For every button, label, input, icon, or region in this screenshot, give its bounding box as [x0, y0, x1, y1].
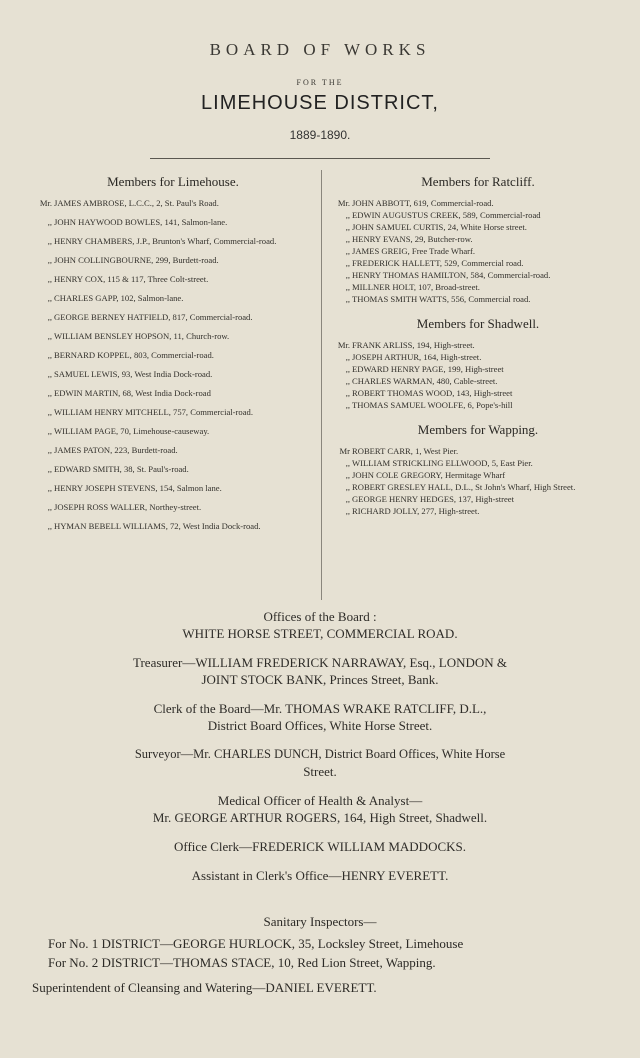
member-entry	[330, 470, 626, 480]
member-prefix: ,,	[47, 312, 52, 322]
member-text: WILLIAM STRICKLING ELLWOOD, 5, East Pier.	[352, 458, 533, 468]
member-text: HENRY THOMAS HAMILTON, 584, Commercial-road.	[352, 270, 551, 280]
member-entry	[32, 445, 314, 455]
member-text: THOMAS SAMUEL WOOLFE, 6, Pope's-hill	[352, 400, 513, 410]
member-text: MILLNER HOLT, 107, Broad-street.	[352, 282, 480, 292]
member-text: BERNARD KOPPEL, 803, Commercial-road.	[54, 350, 214, 360]
wapping-heading: Members for Wapping.	[417, 422, 539, 437]
shadwell-member-list	[330, 340, 626, 410]
member-entry	[32, 483, 314, 493]
ratcliff-heading: Members for Ratcliff.	[421, 174, 535, 189]
member-entry	[32, 464, 314, 474]
member-prefix: ,,	[345, 482, 350, 492]
member-prefix: ,,	[345, 494, 350, 504]
sanitary-inspectors-section	[0, 914, 640, 997]
member-text: GEORGE BERNEY HATFIELD, 817, Commercial-road.	[54, 312, 253, 322]
clerk-line-2: District Board Offices, White Horse Street.	[207, 718, 433, 733]
member-text: JOHN COLE GREGORY, Hermitage Wharf	[352, 470, 506, 480]
column-divider	[321, 170, 322, 600]
member-entry	[330, 258, 626, 268]
superintendent-line: Superintendent of Cleansing and Watering—DANIEL EVERETT.	[32, 980, 377, 995]
member-entry	[32, 331, 314, 341]
member-entry	[330, 210, 626, 220]
member-entry	[32, 426, 314, 436]
member-entry	[330, 458, 626, 468]
member-entry	[32, 293, 314, 303]
inspector-district-2: For No. 2 DISTRICT—THOMAS STACE, 10, Red Lion Street, Wapping.	[48, 955, 436, 970]
member-prefix: ,,	[345, 376, 350, 386]
limehouse-column	[32, 170, 314, 540]
member-prefix: ,,	[47, 464, 52, 474]
ratcliff-member-list	[330, 198, 626, 304]
member-text: GEORGE HENRY HEDGES, 137, High-street	[352, 494, 514, 504]
office-clerk-line: Office Clerk—FREDERICK WILLIAM MADDOCKS.	[174, 839, 466, 854]
wapping-member-list	[330, 446, 626, 516]
member-prefix: ,,	[47, 426, 52, 436]
member-prefix: Mr	[339, 446, 350, 456]
document-title: BOARD OF WORKS	[209, 40, 431, 59]
member-text: JOSEPH ROSS WALLER, Northey-street.	[54, 502, 202, 512]
member-prefix: ,,	[345, 258, 350, 268]
member-prefix: ,,	[47, 274, 52, 284]
member-prefix: ,,	[345, 352, 350, 362]
offices-address: WHITE HORSE STREET, COMMERCIAL ROAD.	[182, 626, 458, 641]
offices-section	[0, 608, 640, 884]
member-entry	[330, 234, 626, 244]
member-prefix: ,,	[47, 236, 52, 246]
member-text: RICHARD JOLLY, 277, High-street.	[352, 506, 480, 516]
member-entry	[330, 506, 626, 516]
assistant-clerk-line: Assistant in Clerk's Office—HENRY EVERETT.	[191, 868, 449, 883]
member-entry	[330, 282, 626, 292]
member-prefix: Mr.	[39, 198, 52, 208]
member-text: HENRY COX, 115 & 117, Three Colt-street.	[54, 274, 209, 284]
member-prefix: ,,	[47, 217, 52, 227]
member-entry	[330, 246, 626, 256]
member-prefix: ,,	[345, 282, 350, 292]
member-text: JAMES AMBROSE, L.C.C., 2, St. Paul's Road.	[54, 198, 219, 208]
member-prefix: ,,	[47, 388, 52, 398]
member-prefix: Mr.	[337, 198, 350, 208]
clerk-line-1: Clerk of the Board—Mr. THOMAS WRAKE RATCLIFF, D.L.,	[153, 701, 487, 716]
member-prefix: ,,	[345, 222, 350, 232]
member-prefix: ,,	[345, 458, 350, 468]
member-prefix: ,,	[47, 483, 52, 493]
member-text: WILLIAM BENSLEY HOPSON, 11, Church-row.	[54, 331, 230, 341]
limehouse-heading: Members for Limehouse.	[107, 174, 239, 189]
member-prefix: ,,	[345, 246, 350, 256]
member-prefix: ,,	[47, 502, 52, 512]
surveyor-line-2: Street.	[303, 764, 337, 779]
offices-heading: Offices of the Board :	[263, 609, 377, 624]
member-prefix: ,,	[345, 506, 350, 516]
member-text: JOHN ABBOTT, 619, Commercial-road.	[352, 198, 494, 208]
right-column	[330, 170, 626, 518]
member-entry	[32, 198, 314, 208]
limehouse-member-list	[32, 198, 314, 531]
member-prefix: ,,	[47, 521, 52, 531]
surveyor-line-1: Surveyor—Mr. CHARLES DUNCH, District Board Offices, White Horse	[134, 747, 506, 761]
member-text: HENRY EVANS, 29, Butcher-row.	[352, 234, 473, 244]
member-entry	[32, 312, 314, 322]
member-entry	[330, 388, 626, 398]
member-entry	[32, 217, 314, 227]
member-text: WILLIAM HENRY MITCHELL, 757, Commercial-road.	[54, 407, 253, 417]
member-prefix: ,,	[345, 234, 350, 244]
member-text: CHARLES GAPP, 102, Salmon-lane.	[54, 293, 184, 303]
member-entry	[330, 494, 626, 504]
member-text: ROBERT GRESLEY HALL, D.L., St John's Wharf, High Street.	[352, 482, 576, 492]
member-entry	[32, 350, 314, 360]
district-heading: LIMEHOUSE DISTRICT,	[201, 92, 439, 114]
member-entry	[330, 198, 626, 208]
member-entry	[330, 222, 626, 232]
member-text: JOHN SAMUEL CURTIS, 24, White Horse street.	[352, 222, 527, 232]
member-prefix: ,,	[345, 470, 350, 480]
member-prefix: ,,	[345, 388, 350, 398]
member-prefix: ,,	[345, 270, 350, 280]
member-text: CHARLES WARMAN, 480, Cable-street.	[352, 376, 498, 386]
member-prefix: ,,	[47, 350, 52, 360]
member-text: HENRY JOSEPH STEVENS, 154, Salmon lane.	[54, 483, 222, 493]
year-range: 1889-1890.	[289, 128, 351, 142]
member-entry	[32, 274, 314, 284]
member-entry	[330, 446, 626, 456]
member-entry	[330, 482, 626, 492]
member-prefix: ,,	[345, 400, 350, 410]
member-prefix: ,,	[47, 369, 52, 379]
member-entry	[32, 521, 314, 531]
member-entry	[330, 400, 626, 410]
member-text: JOSEPH ARTHUR, 164, High-street.	[352, 352, 482, 362]
member-entry	[330, 376, 626, 386]
member-text: JAMES PATON, 223, Burdett-road.	[54, 445, 178, 455]
member-text: HENRY CHAMBERS, J.P., Brunton's Wharf, Commercial-road.	[54, 236, 277, 246]
medical-officer-line-2: Mr. GEORGE ARTHUR ROGERS, 164, High Street, Shadwell.	[152, 810, 488, 825]
member-entry	[330, 294, 626, 304]
member-entry	[330, 352, 626, 362]
member-prefix: ,,	[47, 445, 52, 455]
member-prefix: ,,	[345, 364, 350, 374]
member-entry	[330, 340, 626, 350]
member-prefix: ,,	[47, 331, 52, 341]
member-prefix: Mr.	[337, 340, 350, 350]
member-text: JAMES GREIG, Free Trade Wharf.	[352, 246, 476, 256]
member-prefix: ,,	[345, 294, 350, 304]
header-rule	[150, 158, 490, 159]
member-entry	[32, 236, 314, 246]
member-text: JOHN HAYWOOD BOWLES, 141, Salmon-lane.	[54, 217, 228, 227]
member-text: FRANK ARLISS, 194, High-street.	[352, 340, 475, 350]
member-prefix: ,,	[345, 210, 350, 220]
member-text: SAMUEL LEWIS, 93, West India Dock-road.	[54, 369, 213, 379]
member-text: THOMAS SMITH WATTS, 556, Commercial road.	[352, 294, 531, 304]
medical-officer-line-1: Medical Officer of Health & Analyst—	[217, 793, 423, 808]
member-text: EDWIN AUGUSTUS CREEK, 589, Commercial-road	[352, 210, 541, 220]
member-entry	[330, 364, 626, 374]
inspector-district-1: For No. 1 DISTRICT—GEORGE HURLOCK, 35, Locksley Street, Limehouse	[48, 936, 464, 951]
shadwell-heading: Members for Shadwell.	[416, 316, 540, 331]
member-text: WILLIAM PAGE, 70, Limehouse-causeway.	[54, 426, 210, 436]
member-text: ROBERT CARR, 1, West Pier.	[352, 446, 459, 456]
treasurer-line-1: Treasurer—WILLIAM FREDERICK NARRAWAY, Esq., LONDON &	[132, 655, 508, 670]
treasurer-line-2: JOINT STOCK BANK, Princes Street, Bank.	[201, 672, 439, 687]
member-text: HYMAN BEBELL WILLIAMS, 72, West India Dock-road.	[54, 521, 261, 531]
inspectors-heading: Sanitary Inspectors—	[263, 914, 377, 929]
member-prefix: ,,	[47, 293, 52, 303]
member-text: ROBERT THOMAS WOOD, 143, High-street	[352, 388, 513, 398]
member-entry	[32, 369, 314, 379]
member-text: FREDERICK HALLETT, 529, Commercial road.	[352, 258, 524, 268]
member-entry	[32, 502, 314, 512]
member-entry	[32, 388, 314, 398]
member-prefix: ,,	[47, 255, 52, 265]
member-entry	[32, 255, 314, 265]
member-text: EDWIN MARTIN, 68, West India Dock-road	[54, 388, 211, 398]
member-text: EDWARD HENRY PAGE, 199, High-street	[352, 364, 504, 374]
for-the-label: FOR THE	[296, 78, 344, 87]
member-prefix: ,,	[47, 407, 52, 417]
member-text: JOHN COLLINGBOURNE, 299, Burdett-road.	[54, 255, 219, 265]
member-entry	[32, 407, 314, 417]
member-entry	[330, 270, 626, 280]
member-text: EDWARD SMITH, 38, St. Paul's-road.	[54, 464, 189, 474]
